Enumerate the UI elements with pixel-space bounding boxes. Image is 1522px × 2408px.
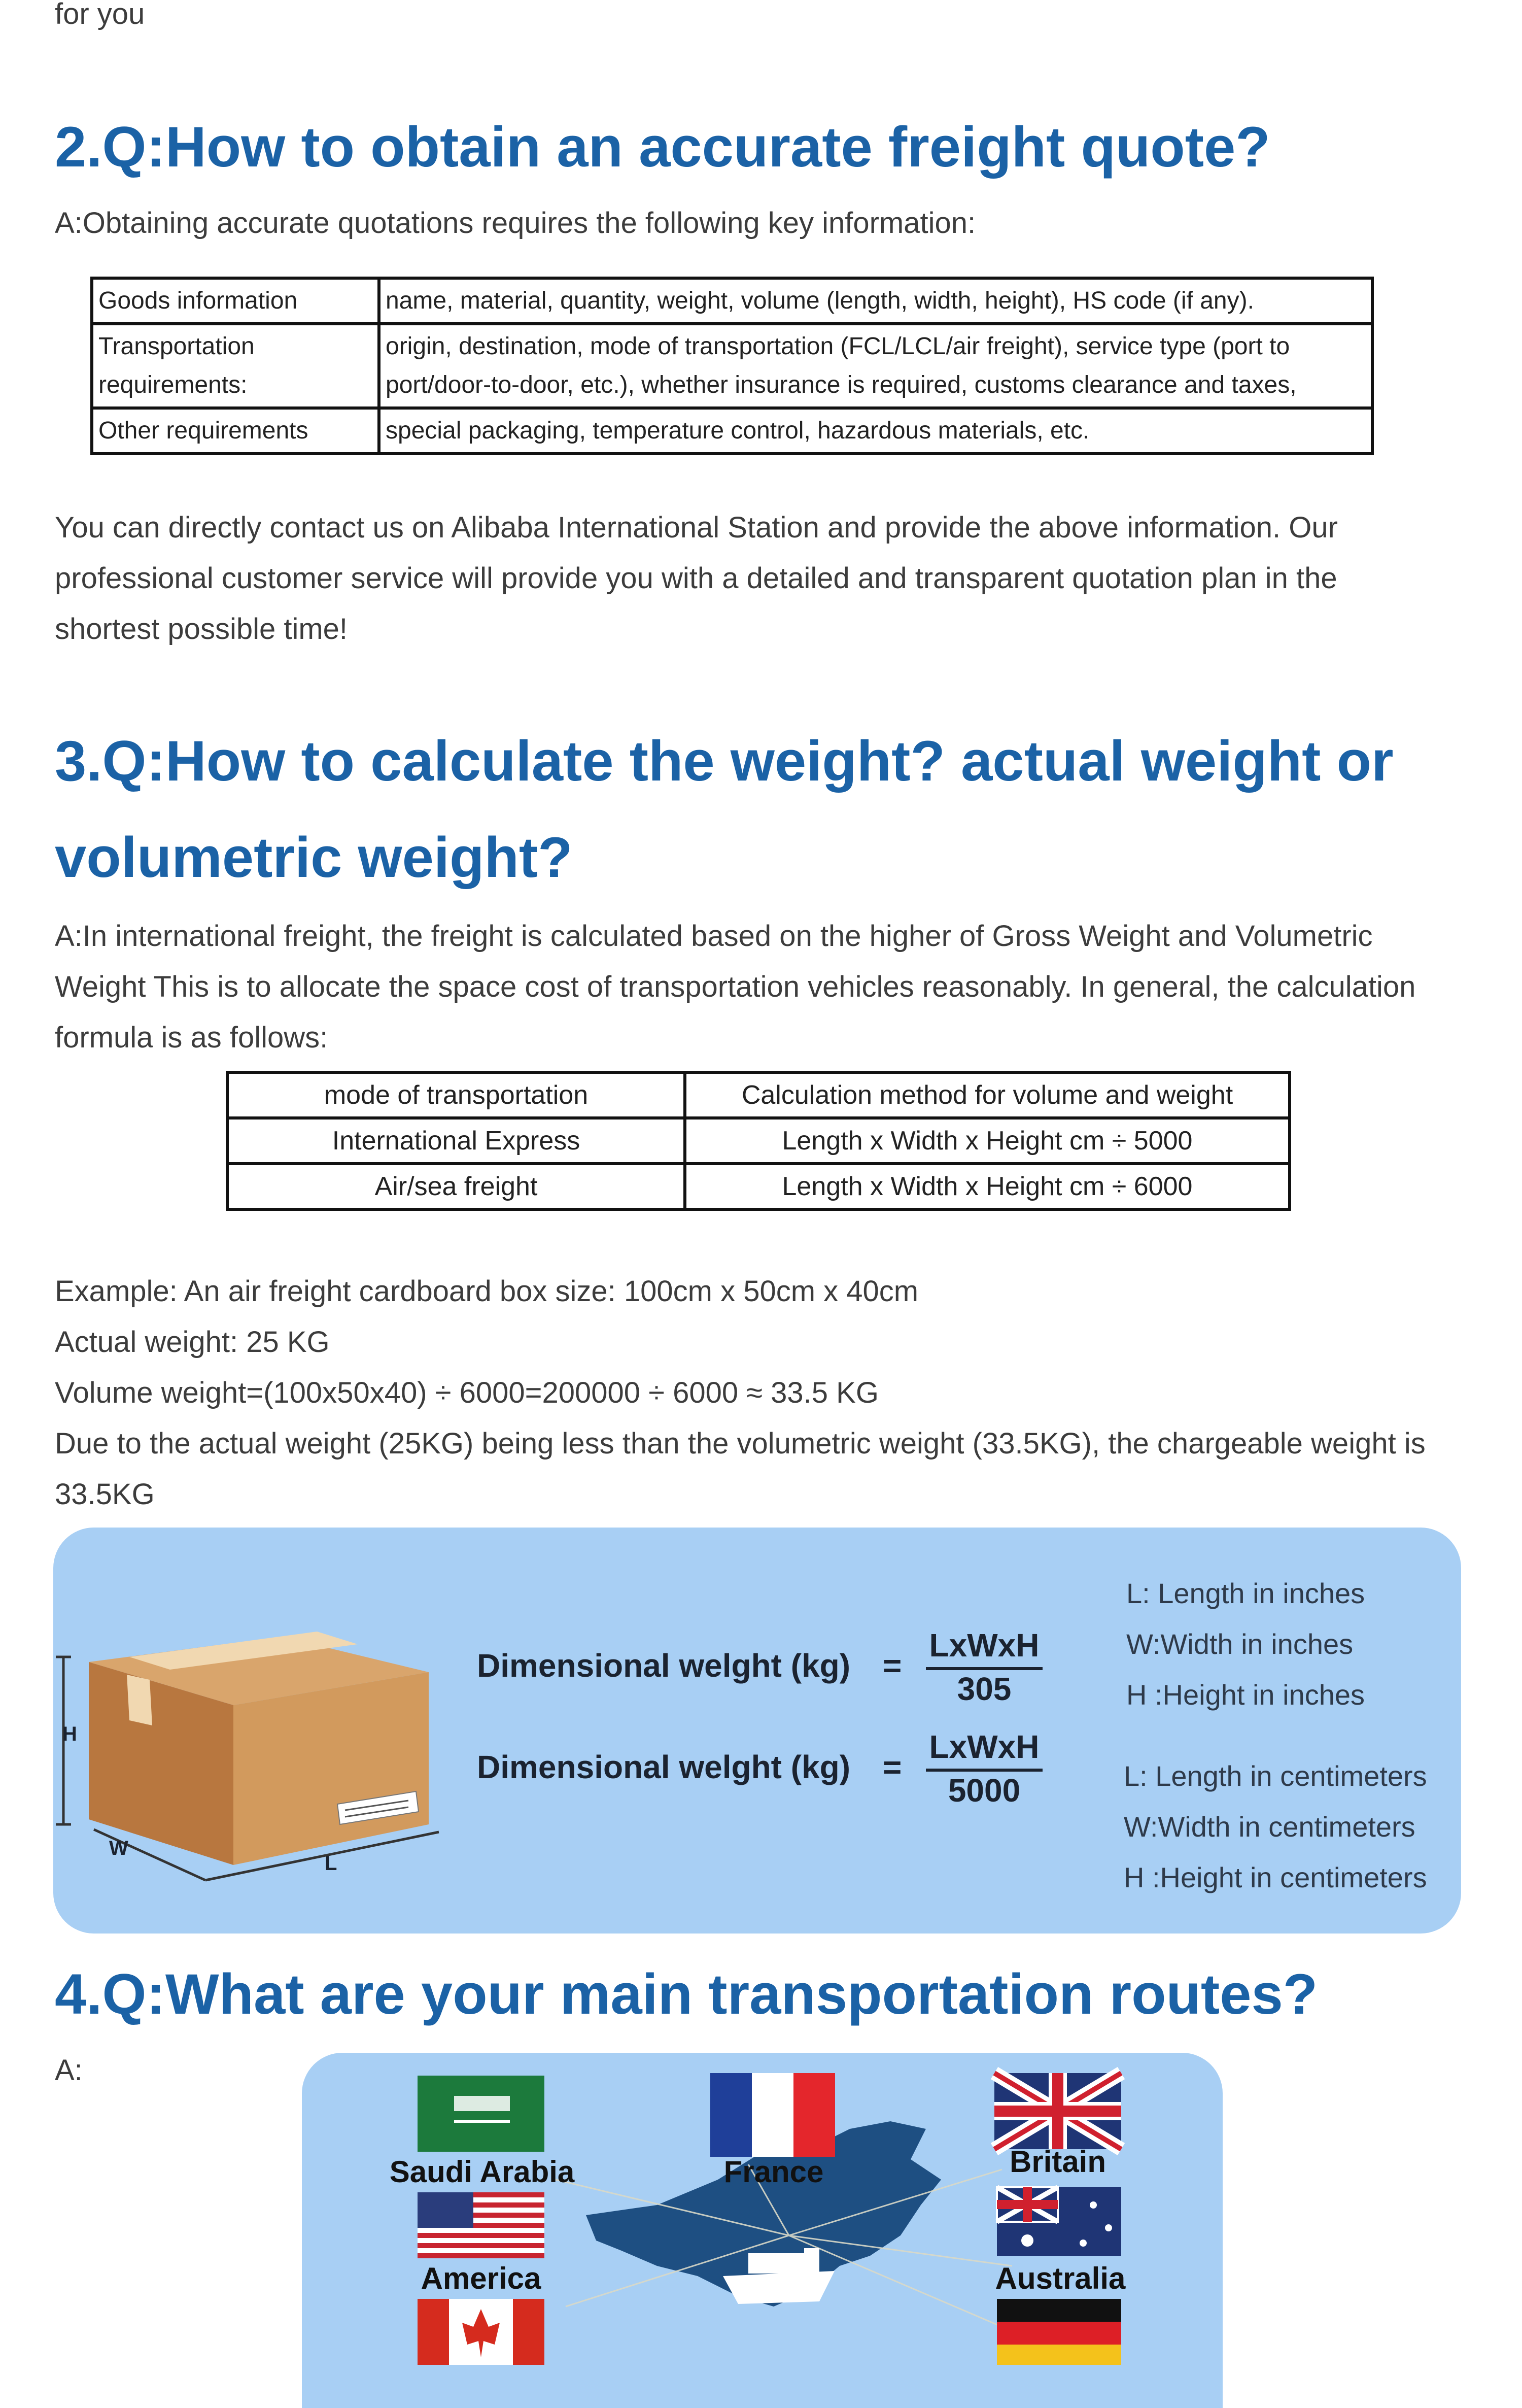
country-saudi-arabia: Saudi Arabia (389, 2155, 575, 2189)
formula-cm-label: Dimensional welght (kg) (477, 1749, 851, 1785)
table-header-row (227, 1072, 1290, 1118)
example-line: Due to the actual weight (25KG) being less than the volumetric weight (33.5KG), the chargeable weight is (55, 1427, 1426, 1460)
cardboard-box-icon (53, 1528, 510, 1934)
table-row (227, 1118, 1290, 1164)
table-header-cell: Calculation method for volume and weight (685, 1072, 1290, 1118)
legend-inches-w: W:Width in inches (1126, 1628, 1354, 1660)
dim-h-label: H (62, 1723, 77, 1745)
table-row (227, 1164, 1290, 1209)
table-cell: Length x Width x Height cm ÷ 6000 (685, 1164, 1290, 1209)
fraction-numerator: LxWxH (926, 1626, 1043, 1670)
equals-sign: = (883, 1749, 902, 1785)
legend-cm-l: L: Length in centimeters (1124, 1760, 1427, 1792)
table-cell: Transportation requirements: (92, 324, 379, 408)
example-line: 33.5KG (55, 1478, 155, 1511)
example-line: Volume weight=(100x50x40) ÷ 6000=200000 ÷ 6000 ≈ 33.5 KG (55, 1376, 879, 1409)
equals-sign: = (883, 1647, 902, 1684)
formula-inches-label: Dimensional welght (kg) (477, 1647, 851, 1684)
q3-heading-line2: volumetric weight? (55, 826, 573, 889)
q2-heading: 2.Q:How to obtain an accurate freight quote? (55, 115, 1270, 179)
country-america: America (421, 2261, 541, 2295)
fraction-denominator: 305 (957, 1671, 1012, 1707)
fraction-cm (926, 1728, 1043, 1809)
routes-map-graphic (302, 2053, 1223, 2365)
volume-weight-table (226, 1071, 1291, 1211)
q3-heading-line1: 3.Q:How to calculate the weight? actual weight or (55, 729, 1394, 793)
quote-info-table (90, 277, 1374, 455)
table-cell: Length x Width x Height cm ÷ 5000 (685, 1118, 1290, 1164)
legend-inches-h: H :Height in inches (1126, 1679, 1365, 1711)
fraction-denominator: 5000 (948, 1772, 1021, 1809)
table-header-cell: mode of transportation (227, 1072, 685, 1118)
intro-tail: for you (55, 0, 145, 30)
table-cell: Other requirements (92, 408, 379, 454)
table-row (92, 324, 1372, 408)
table-cell: name, material, quantity, weight, volume (length, width, height), HS code (if any). (379, 278, 1372, 324)
table-cell: Goods information (92, 278, 379, 324)
country-australia: Australia (995, 2261, 1126, 2295)
q2-paragraph-line: shortest possible time! (55, 613, 348, 646)
table-cell: special packaging, temperature control, hazardous materials, etc. (379, 408, 1372, 454)
dim-w-label: W (109, 1837, 128, 1859)
legend-cm-h: H :Height in centimeters (1124, 1861, 1427, 1893)
example-line: Actual weight: 25 KG (55, 1326, 330, 1359)
country-france: France (723, 2155, 824, 2189)
q4-heading: 4.Q:What are your main transportation routes? (55, 1962, 1318, 2026)
q2-answer: A:Obtaining accurate quotations requires the following key information: (55, 207, 976, 240)
fraction-numerator: LxWxH (926, 1728, 1043, 1772)
country-britain: Britain (1009, 2145, 1106, 2179)
q2-paragraph-line: professional customer service will provide you with a detailed and transparent quotation plan in the (55, 562, 1337, 595)
legend-inches-l: L: Length in inches (1126, 1577, 1365, 1609)
table-cell: Air/sea freight (227, 1164, 685, 1209)
dimensional-weight-panel (53, 1528, 1461, 1934)
q3-answer-line: A:In international freight, the freight is calculated based on the higher of Gross Weight and Volumetric (55, 920, 1373, 953)
routes-panel (302, 2053, 1223, 2408)
q2-paragraph-line: You can directly contact us on Alibaba International Station and provide the above information. Our (55, 511, 1338, 544)
example-line: Example: An air freight cardboard box size: 100cm x 50cm x 40cm (55, 1275, 919, 1308)
q3-answer-line: formula is as follows: (55, 1021, 328, 1054)
q3-answer-line: Weight This is to allocate the space cost of transportation vehicles reasonably. In general, the calculation (55, 970, 1416, 1003)
table-cell: origin, destination, mode of transportation (FCL/LCL/air freight), service type (port to port/door-to-door, etc.), whether insurance is required, customs clearance and taxes, (379, 324, 1372, 408)
q4-answer: A: (55, 2054, 83, 2087)
table-cell: International Express (227, 1118, 685, 1164)
fraction-inches (926, 1626, 1043, 1708)
legend-cm-w: W:Width in centimeters (1124, 1811, 1415, 1843)
table-row (92, 408, 1372, 454)
table-row (92, 278, 1372, 324)
dim-l-label: L (325, 1852, 337, 1875)
